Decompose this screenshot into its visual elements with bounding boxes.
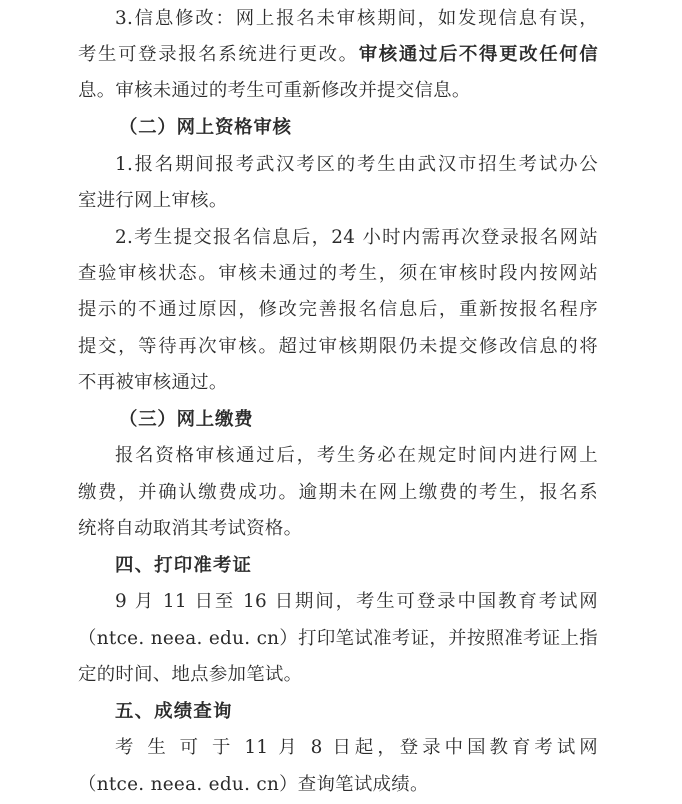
paragraph-line: 9 月 11 日至 16 日期间，考生可登录中国教育考试网 xyxy=(115,591,598,612)
text-run: 息。 xyxy=(78,80,116,101)
paragraph-line: 3.信息修改：网上报名未审核期间，如发现信息有误， xyxy=(115,8,598,29)
paragraph-line xyxy=(78,43,598,67)
paragraph-line: （ntce. neea. edu. cn）查询笔试成绩。 xyxy=(78,774,429,795)
paragraph-line: 提交，等待再次审核。超过审核期限仍未提交修改信息的将 xyxy=(78,336,598,357)
section-heading: （三）网上缴费 xyxy=(119,409,254,430)
text-run: 考生可登录报名系统进行更改。 xyxy=(78,44,359,65)
bold-text-run: 审核通过后不得更改任何信 xyxy=(358,44,598,65)
paragraph-line: 查验审核状态。审核未通过的考生，须在审核时段内按网站 xyxy=(78,263,598,284)
paragraph-line: 1.报名期间报考武汉考区的考生由武汉市招生考试办公 xyxy=(115,154,598,175)
paragraph-line: 提示的不通过原因，修改完善报名信息后，重新按报名程序 xyxy=(78,299,598,320)
paragraph-line: 室进行网上审核。 xyxy=(78,190,228,211)
section-heading: 五、成绩查询 xyxy=(115,701,233,722)
paragraph-line: 定的时间、地点参加笔试。 xyxy=(78,664,303,685)
paragraph-line xyxy=(78,79,471,103)
paragraph-line: 缴费，并确认缴费成功。逾期未在网上缴费的考生，报名系 xyxy=(78,482,598,503)
paragraph-line: （ntce. neea. edu. cn）打印笔试准考证，并按照准考证上指 xyxy=(78,628,598,649)
section-heading: （二）网上资格审核 xyxy=(119,117,292,138)
paragraph-line: 报名资格审核通过后，考生务必在规定时间内进行网上 xyxy=(115,445,598,466)
section-heading: 四、打印准考证 xyxy=(115,555,253,576)
paragraph-line: 2.考生提交报名信息后，24 小时内需再次登录报名网站 xyxy=(115,227,598,248)
text-run: 审核未通过的考生可重新修改并提交信息。 xyxy=(115,80,471,101)
paragraph-line: 统将自动取消其考试资格。 xyxy=(78,518,303,539)
paragraph-line: 考 生 可 于 11 月 8 日起，登录中国教育考试网 xyxy=(115,737,598,758)
paragraph-line: 不再被审核通过。 xyxy=(78,372,228,393)
